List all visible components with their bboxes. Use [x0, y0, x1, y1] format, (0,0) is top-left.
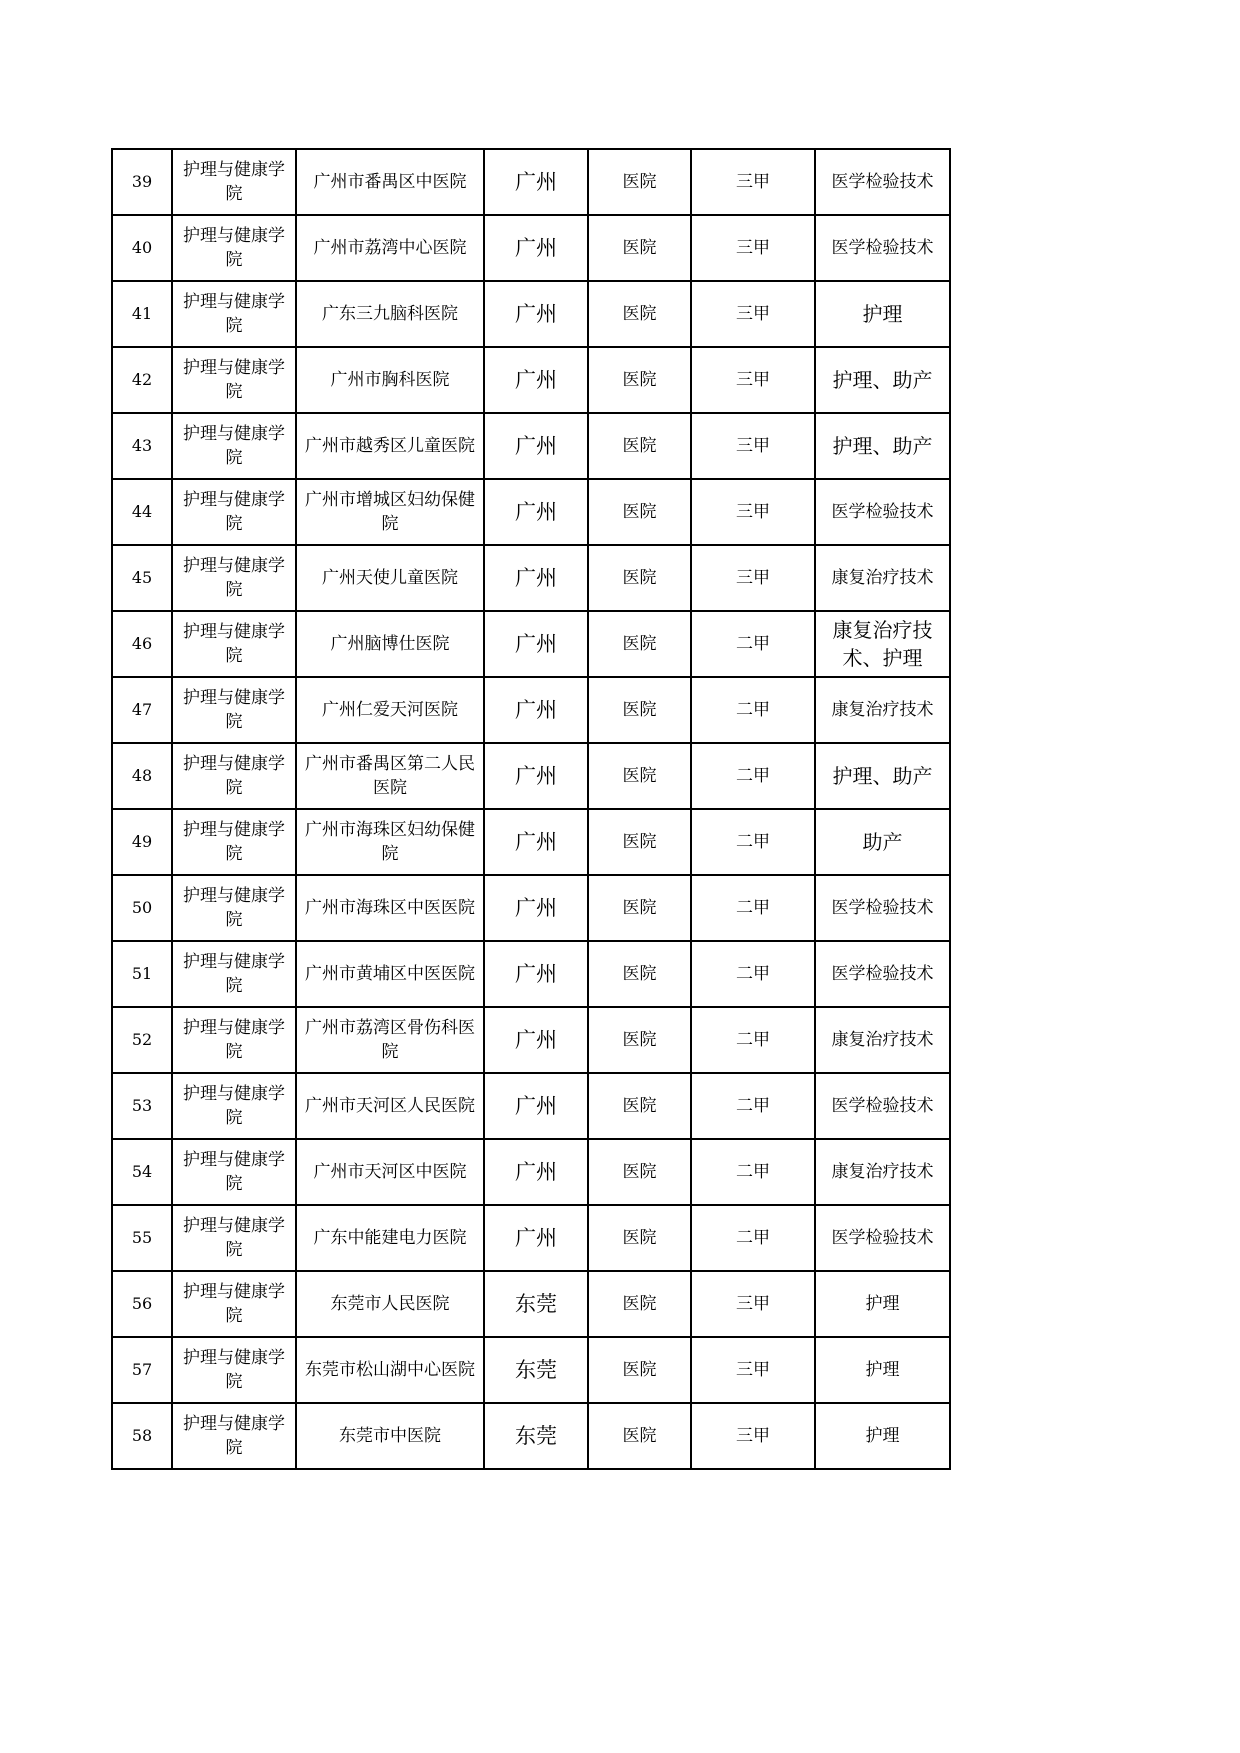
college-cell: 护理与健康学院 [172, 611, 296, 677]
unit-name-cell: 广州市黄埔区中医医院 [296, 941, 484, 1007]
table-row [112, 215, 950, 281]
level-cell: 二甲 [691, 1073, 815, 1139]
college-cell: 护理与健康学院 [172, 479, 296, 545]
college-cell: 护理与健康学院 [172, 215, 296, 281]
row-number: 54 [112, 1139, 172, 1205]
row-number: 55 [112, 1205, 172, 1271]
row-number: 48 [112, 743, 172, 809]
major-cell: 护理、助产 [815, 743, 950, 809]
major-cell: 护理、助产 [815, 347, 950, 413]
major-cell: 护理 [815, 1271, 950, 1337]
unit-type-cell: 医院 [588, 215, 691, 281]
unit-name-cell: 东莞市人民医院 [296, 1271, 484, 1337]
row-number: 56 [112, 1271, 172, 1337]
unit-name-cell: 广州天使儿童医院 [296, 545, 484, 611]
city-cell: 东莞 [484, 1337, 588, 1403]
unit-type-cell: 医院 [588, 941, 691, 1007]
college-cell: 护理与健康学院 [172, 1007, 296, 1073]
table-row [112, 677, 950, 743]
table-row [112, 347, 950, 413]
table-row [112, 1139, 950, 1205]
major-cell: 护理、助产 [815, 413, 950, 479]
table-row [112, 1271, 950, 1337]
city-cell: 广州 [484, 545, 588, 611]
college-cell: 护理与健康学院 [172, 1271, 296, 1337]
unit-type-cell: 医院 [588, 149, 691, 215]
college-cell: 护理与健康学院 [172, 875, 296, 941]
college-cell: 护理与健康学院 [172, 1205, 296, 1271]
table-row [112, 479, 950, 545]
unit-name-cell: 东莞市松山湖中心医院 [296, 1337, 484, 1403]
major-cell: 助产 [815, 809, 950, 875]
unit-name-cell: 广州市番禺区第二人民医院 [296, 743, 484, 809]
city-cell: 东莞 [484, 1403, 588, 1469]
unit-name-cell: 广州市荔湾中心医院 [296, 215, 484, 281]
level-cell: 三甲 [691, 1337, 815, 1403]
table-row [112, 413, 950, 479]
unit-type-cell: 医院 [588, 1271, 691, 1337]
row-number: 41 [112, 281, 172, 347]
unit-name-cell: 东莞市中医院 [296, 1403, 484, 1469]
row-number: 52 [112, 1007, 172, 1073]
unit-name-cell: 广州市荔湾区骨伤科医院 [296, 1007, 484, 1073]
major-cell: 医学检验技术 [815, 149, 950, 215]
major-cell: 医学检验技术 [815, 1073, 950, 1139]
major-cell: 康复治疗技术 [815, 677, 950, 743]
city-cell: 广州 [484, 215, 588, 281]
unit-type-cell: 医院 [588, 1139, 691, 1205]
college-cell: 护理与健康学院 [172, 281, 296, 347]
unit-type-cell: 医院 [588, 743, 691, 809]
level-cell: 三甲 [691, 413, 815, 479]
city-cell: 广州 [484, 677, 588, 743]
table-row [112, 545, 950, 611]
row-number: 53 [112, 1073, 172, 1139]
row-number: 45 [112, 545, 172, 611]
row-number: 46 [112, 611, 172, 677]
table-row [112, 281, 950, 347]
row-number: 58 [112, 1403, 172, 1469]
college-cell: 护理与健康学院 [172, 809, 296, 875]
unit-type-cell: 医院 [588, 809, 691, 875]
table-row [112, 743, 950, 809]
major-cell: 康复治疗技术 [815, 545, 950, 611]
row-number: 57 [112, 1337, 172, 1403]
table-row [112, 1073, 950, 1139]
level-cell: 三甲 [691, 545, 815, 611]
city-cell: 广州 [484, 413, 588, 479]
college-cell: 护理与健康学院 [172, 545, 296, 611]
major-cell: 医学检验技术 [815, 215, 950, 281]
unit-name-cell: 广州市越秀区儿童医院 [296, 413, 484, 479]
level-cell: 三甲 [691, 479, 815, 545]
unit-type-cell: 医院 [588, 611, 691, 677]
level-cell: 三甲 [691, 1271, 815, 1337]
unit-name-cell: 广州仁爱天河医院 [296, 677, 484, 743]
city-cell: 广州 [484, 347, 588, 413]
unit-name-cell: 广州脑博仕医院 [296, 611, 484, 677]
city-cell: 广州 [484, 875, 588, 941]
unit-name-cell: 广州市天河区中医院 [296, 1139, 484, 1205]
level-cell: 二甲 [691, 809, 815, 875]
level-cell: 二甲 [691, 1205, 815, 1271]
city-cell: 广州 [484, 479, 588, 545]
major-cell: 康复治疗技术 [815, 1007, 950, 1073]
unit-type-cell: 医院 [588, 677, 691, 743]
level-cell: 三甲 [691, 347, 815, 413]
city-cell: 广州 [484, 149, 588, 215]
city-cell: 广州 [484, 1139, 588, 1205]
major-cell: 医学检验技术 [815, 875, 950, 941]
level-cell: 二甲 [691, 743, 815, 809]
table-row [112, 875, 950, 941]
city-cell: 广州 [484, 743, 588, 809]
major-cell: 康复治疗技术 [815, 1139, 950, 1205]
row-number: 47 [112, 677, 172, 743]
table-row [112, 809, 950, 875]
row-number: 40 [112, 215, 172, 281]
level-cell: 三甲 [691, 149, 815, 215]
row-number: 42 [112, 347, 172, 413]
unit-type-cell: 医院 [588, 875, 691, 941]
row-number: 49 [112, 809, 172, 875]
level-cell: 三甲 [691, 215, 815, 281]
major-cell: 护理 [815, 1403, 950, 1469]
city-cell: 广州 [484, 1073, 588, 1139]
table-row [112, 1403, 950, 1469]
major-cell: 医学检验技术 [815, 1205, 950, 1271]
level-cell: 二甲 [691, 677, 815, 743]
unit-name-cell: 广东中能建电力医院 [296, 1205, 484, 1271]
major-cell: 医学检验技术 [815, 479, 950, 545]
unit-type-cell: 医院 [588, 1403, 691, 1469]
table-row [112, 1007, 950, 1073]
unit-type-cell: 医院 [588, 281, 691, 347]
city-cell: 广州 [484, 281, 588, 347]
college-cell: 护理与健康学院 [172, 743, 296, 809]
college-cell: 护理与健康学院 [172, 149, 296, 215]
city-cell: 广州 [484, 941, 588, 1007]
college-cell: 护理与健康学院 [172, 941, 296, 1007]
row-number: 39 [112, 149, 172, 215]
city-cell: 广州 [484, 1205, 588, 1271]
row-number: 51 [112, 941, 172, 1007]
college-cell: 护理与健康学院 [172, 347, 296, 413]
city-cell: 东莞 [484, 1271, 588, 1337]
level-cell: 二甲 [691, 1007, 815, 1073]
level-cell: 二甲 [691, 611, 815, 677]
major-cell: 护理 [815, 1337, 950, 1403]
unit-type-cell: 医院 [588, 1205, 691, 1271]
row-number: 50 [112, 875, 172, 941]
row-number: 43 [112, 413, 172, 479]
college-cell: 护理与健康学院 [172, 413, 296, 479]
college-cell: 护理与健康学院 [172, 1139, 296, 1205]
college-cell: 护理与健康学院 [172, 1403, 296, 1469]
practice-base-table [111, 148, 951, 1470]
table-row [112, 611, 950, 677]
level-cell: 二甲 [691, 941, 815, 1007]
level-cell: 三甲 [691, 1403, 815, 1469]
level-cell: 二甲 [691, 875, 815, 941]
college-cell: 护理与健康学院 [172, 1073, 296, 1139]
major-cell: 医学检验技术 [815, 941, 950, 1007]
unit-name-cell: 广州市胸科医院 [296, 347, 484, 413]
table-body [112, 149, 950, 1469]
unit-type-cell: 医院 [588, 413, 691, 479]
major-cell: 护理 [815, 281, 950, 347]
unit-type-cell: 医院 [588, 1007, 691, 1073]
city-cell: 广州 [484, 1007, 588, 1073]
level-cell: 二甲 [691, 1139, 815, 1205]
table-row [112, 941, 950, 1007]
row-number: 44 [112, 479, 172, 545]
unit-name-cell: 广州市海珠区中医医院 [296, 875, 484, 941]
unit-type-cell: 医院 [588, 347, 691, 413]
unit-type-cell: 医院 [588, 1337, 691, 1403]
unit-type-cell: 医院 [588, 1073, 691, 1139]
level-cell: 三甲 [691, 281, 815, 347]
table-row [112, 149, 950, 215]
city-cell: 广州 [484, 809, 588, 875]
table-row [112, 1205, 950, 1271]
college-cell: 护理与健康学院 [172, 677, 296, 743]
unit-type-cell: 医院 [588, 479, 691, 545]
major-cell: 康复治疗技术、护理 [815, 611, 950, 677]
college-cell: 护理与健康学院 [172, 1337, 296, 1403]
city-cell: 广州 [484, 611, 588, 677]
unit-name-cell: 广州市天河区人民医院 [296, 1073, 484, 1139]
unit-name-cell: 广州市海珠区妇幼保健院 [296, 809, 484, 875]
unit-name-cell: 广州市增城区妇幼保健院 [296, 479, 484, 545]
table-row [112, 1337, 950, 1403]
unit-type-cell: 医院 [588, 545, 691, 611]
unit-name-cell: 广东三九脑科医院 [296, 281, 484, 347]
unit-name-cell: 广州市番禺区中医院 [296, 149, 484, 215]
